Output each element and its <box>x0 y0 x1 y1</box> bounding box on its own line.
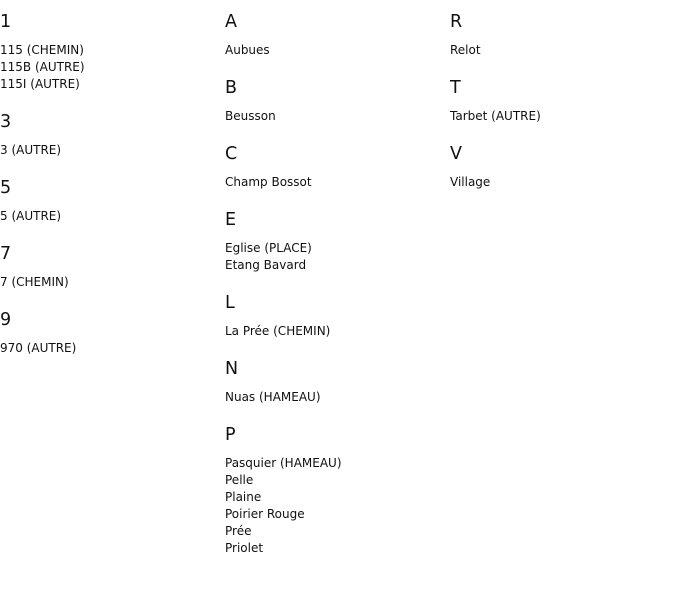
street-item: 115I (AUTRE) <box>0 77 80 91</box>
group-heading: T <box>450 78 461 98</box>
group-c <box>225 143 445 191</box>
street-item: Tarbet (AUTRE) <box>450 109 541 123</box>
street-list <box>0 340 220 357</box>
group-heading: 5 <box>0 178 12 198</box>
street-item: 115 (CHEMIN) <box>0 43 84 57</box>
group-heading: L <box>225 293 236 313</box>
group-heading: R <box>450 12 463 32</box>
group-heading: B <box>225 78 238 98</box>
group-t <box>450 77 670 125</box>
group-heading: V <box>450 144 463 164</box>
street-item: Nuas (HAMEAU) <box>225 390 321 404</box>
group-n <box>225 358 445 406</box>
group-heading: A <box>225 12 238 32</box>
street-item: 115B (AUTRE) <box>0 60 85 74</box>
street-item: Aubues <box>225 43 270 57</box>
street-item: Eglise (PLACE) <box>225 241 312 255</box>
group-heading: 3 <box>0 112 12 132</box>
group-e <box>225 209 445 274</box>
street-item: Village <box>450 175 491 189</box>
group-heading: P <box>225 425 236 445</box>
street-list <box>450 108 670 125</box>
street-item: 970 (AUTRE) <box>0 341 77 355</box>
street-list <box>0 208 220 225</box>
group-heading: C <box>225 144 238 164</box>
street-list <box>0 142 220 159</box>
group-p <box>225 424 445 557</box>
column-1 <box>0 11 220 357</box>
group-heading: N <box>225 359 239 379</box>
street-item: 3 (AUTRE) <box>0 143 62 157</box>
street-list <box>225 42 445 59</box>
street-list <box>225 389 445 406</box>
street-list <box>0 42 220 93</box>
group-9 <box>0 309 220 357</box>
street-item: Relot <box>450 43 481 57</box>
group-heading: 9 <box>0 310 12 330</box>
street-item: Etang Bavard <box>225 258 307 272</box>
street-list <box>225 455 445 557</box>
street-item: 7 (CHEMIN) <box>0 275 69 289</box>
street-item: Beusson <box>225 109 276 123</box>
street-item: Plaine <box>225 490 262 504</box>
street-list <box>225 240 445 274</box>
street-list <box>225 174 445 191</box>
street-item: Pasquier (HAMEAU) <box>225 456 342 470</box>
street-item: Champ Bossot <box>225 175 312 189</box>
street-list <box>450 174 670 191</box>
street-item: Prée <box>225 524 252 538</box>
group-v <box>450 143 670 191</box>
street-list <box>225 323 445 340</box>
street-item: Poirier Rouge <box>225 507 305 521</box>
group-a <box>225 11 445 59</box>
street-item: Pelle <box>225 473 254 487</box>
column-3 <box>450 11 670 191</box>
group-heading: 1 <box>0 12 12 32</box>
group-heading: E <box>225 210 237 230</box>
group-heading: 7 <box>0 244 12 264</box>
group-3 <box>0 111 220 159</box>
street-list <box>0 274 220 291</box>
street-list <box>450 42 670 59</box>
group-5 <box>0 177 220 225</box>
group-l <box>225 292 445 340</box>
column-2 <box>225 11 445 557</box>
group-b <box>225 77 445 125</box>
street-list <box>225 108 445 125</box>
group-7 <box>0 243 220 291</box>
street-item: 5 (AUTRE) <box>0 209 62 223</box>
street-item: Priolet <box>225 541 264 555</box>
group-r <box>450 11 670 59</box>
street-item: La Prée (CHEMIN) <box>225 324 331 338</box>
group-1 <box>0 11 220 93</box>
